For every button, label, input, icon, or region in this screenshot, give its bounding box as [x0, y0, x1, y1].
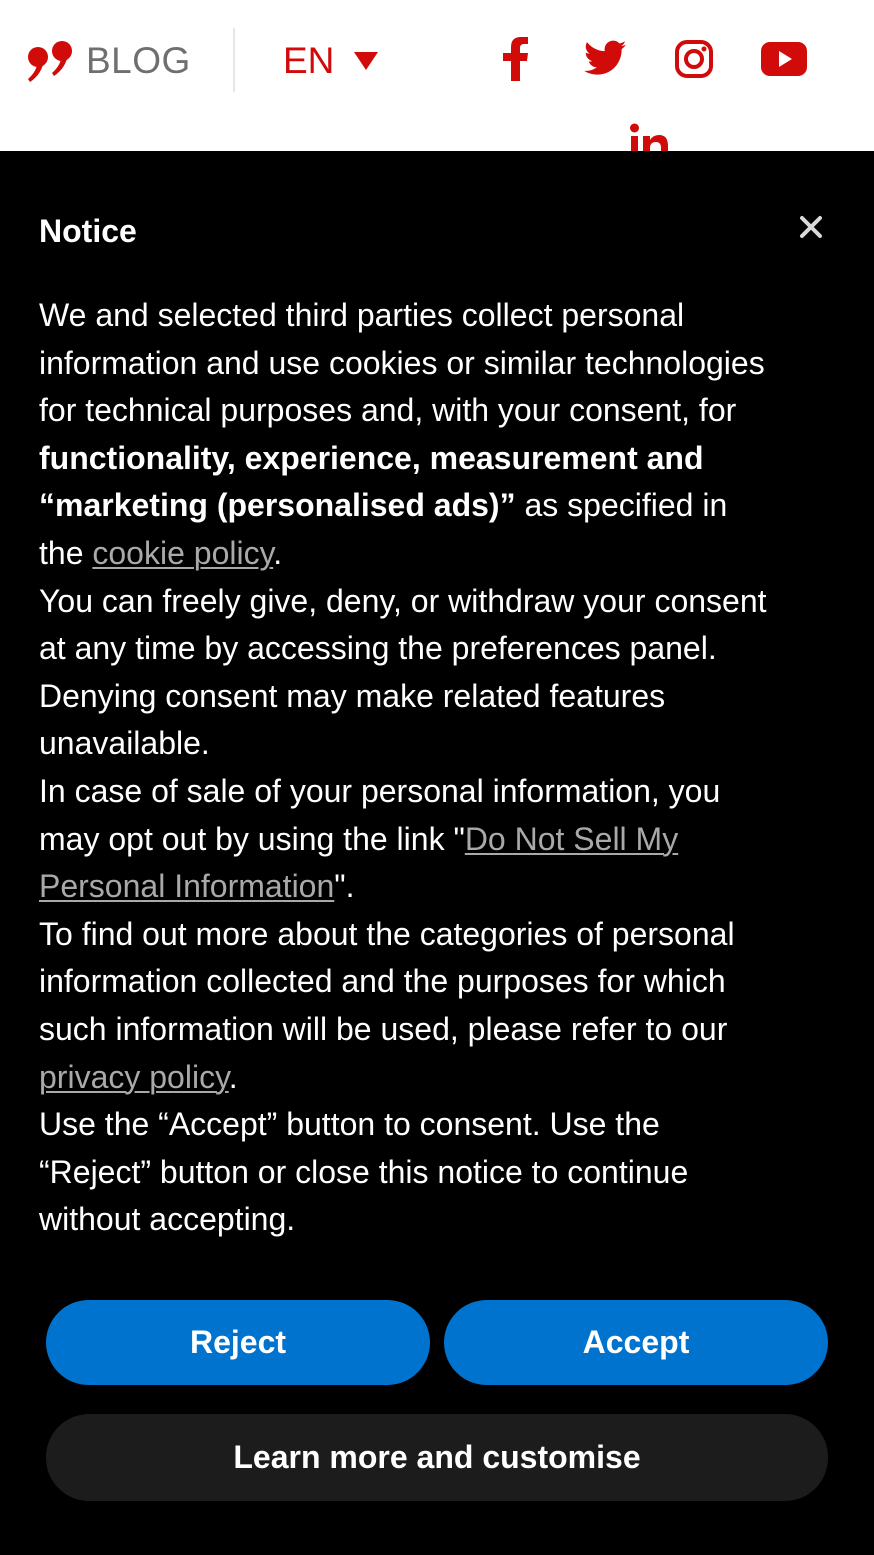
- site-header: [0, 0, 874, 151]
- reject-button[interactable]: Reject: [46, 1300, 430, 1385]
- notice-paragraph-sale: [39, 768, 779, 911]
- notice-text: .: [273, 534, 283, 571]
- notice-text: We and selected third parties collect personal information and use cookies or similar technologies for technical purposes and, with your consent, for: [39, 297, 765, 429]
- blog-label: BLOG: [86, 40, 191, 81]
- quote-mark-logo-icon: [26, 38, 76, 84]
- youtube-icon[interactable]: [761, 42, 807, 76]
- notice-text: In case of sale of your personal information, you may opt out by using the link ": [39, 772, 721, 857]
- cookie-policy-link[interactable]: cookie policy: [92, 534, 274, 571]
- blog-logo[interactable]: [26, 36, 191, 86]
- notice-text: ".: [334, 868, 355, 905]
- do-not-sell-link[interactable]: Do Not Sell My Personal Information: [39, 820, 679, 905]
- language-label: EN: [283, 40, 335, 81]
- notice-text: To find out more about the categories of personal information collected and the purposes for which such information will be used, please refer to our: [39, 915, 735, 1047]
- notice-title: Notice: [39, 213, 137, 249]
- notice-paragraph-withdraw: You can freely give, deny, or withdraw your consent at any time by accessing the preferences panel. Denying consent may make related features unavailable.: [39, 582, 767, 762]
- facebook-icon[interactable]: [500, 37, 530, 81]
- notice-paragraph-privacy: [39, 911, 779, 1101]
- notice-bold-purposes: functionality, experience, measurement and “marketing (personalised ads)”: [39, 439, 704, 524]
- notice-text: as specified in the: [39, 487, 728, 571]
- notice-text: .: [228, 1058, 238, 1095]
- accept-button[interactable]: Accept: [444, 1300, 828, 1385]
- instagram-icon[interactable]: [674, 39, 714, 79]
- notice-paragraph-buttons: Use the “Accept” button to consent. Use the “Reject” button or close this notice to continue without accepting.: [39, 1106, 689, 1238]
- close-icon: [793, 209, 829, 245]
- language-selector[interactable]: [283, 36, 378, 86]
- notice-body: [39, 292, 779, 1244]
- caret-down-icon: [354, 52, 378, 70]
- notice-paragraph-consent: [39, 292, 779, 578]
- twitter-icon[interactable]: [584, 40, 626, 76]
- learn-more-customise-button[interactable]: Learn more and customise: [46, 1414, 828, 1501]
- cookie-notice: [0, 151, 874, 1555]
- privacy-policy-link[interactable]: privacy policy: [39, 1058, 229, 1095]
- linkedin-icon[interactable]: [629, 123, 669, 151]
- header-divider: [233, 28, 235, 92]
- close-button[interactable]: [793, 209, 829, 245]
